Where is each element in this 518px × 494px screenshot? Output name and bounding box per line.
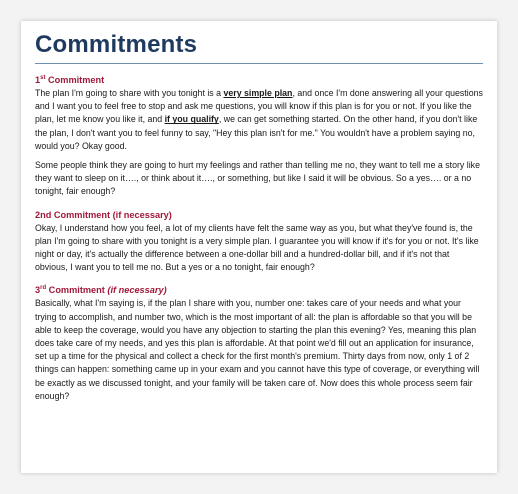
second-commitment-paragraph: Okay, I understand how you feel, a lot of my clients have felt the same way as you, but what they've found is, the plan I'm going to share with you tonight is a very simple plan. I guarantee you will know if it's for you or not. It's like night or day, it's actually the difference between a one-dollar bill and a hundred-dollar bill, and if it's not that obvious, I want you to tell me no. But a yes or a no tonight, fair enough? xyxy=(35,222,479,273)
third-commitment-section xyxy=(35,284,483,403)
page-title: Commitments xyxy=(35,31,198,58)
third-commitment-note: (if necessary) xyxy=(107,285,167,296)
second-commitment-section xyxy=(35,209,483,275)
first-commitment-number: 1 xyxy=(35,75,41,85)
first-commitment-label: Commitment xyxy=(45,75,105,85)
text-run: , and once I'm done answering all your questions and I want you to feel free to stop and ask me questions, you will know if this plan is for you or not. If you like the plan, let me know you like it, and xyxy=(35,88,483,125)
third-commitment-heading xyxy=(35,284,483,297)
first-commitment-paragraph-2: Some people think they are going to hurt my feelings and rather than telling me no, they want to tell me a story like they want to sleep on it…., or think about it…., or something, but like I said it will be obvious. So a yes…. or a no tonight, fair enough? xyxy=(35,160,480,197)
title-divider xyxy=(35,63,483,64)
third-commitment-label: Commitment xyxy=(46,285,108,296)
emphasis-very-simple-plan: very simple plan xyxy=(223,88,293,98)
text-run: The plan I'm going to share with you tonight is a xyxy=(35,88,224,98)
emphasis-if-you-qualify: if you qualify xyxy=(164,114,219,125)
third-commitment-ordinal: rd xyxy=(40,285,47,292)
first-commitment-paragraph-1 xyxy=(35,87,483,153)
third-commitment-number: 3 xyxy=(35,285,41,296)
text-run: , we can get something started. On the other hand, if you don't like the plan, I don't want you to feel funny to say, "Hey this plan isn't for me." You wouldn't have a problem saying no, would you? Okay good. xyxy=(35,114,478,151)
first-commitment-section xyxy=(35,74,483,199)
first-commitment-heading xyxy=(35,74,483,87)
first-commitment-ordinal: st xyxy=(40,74,46,81)
second-commitment-heading: 2nd Commitment (if necessary) xyxy=(35,209,172,220)
document-card xyxy=(21,21,497,473)
third-commitment-paragraph: Basically, what I'm saying is, if the plan I share with you, number one: takes care of your needs and what your trying to accomplish, and number two, which is the most important of all: the plan is affordable so that you will be able to keep the coverage, would you have any objection to starting the plan this evening? Yes, meaning this plan does take care of my needs, and yes this plan is affordable. At that point we'd fill out an application for insurance, set up a time for the physical and collect a check for the first month's premium. Thirty days from now, only 1 of 2 things can happen: something came up in your exam and you cannot have this type of coverage, or everything will be exactly as we discussed tonight, and your family will be taken care of. Now does this whole process seem fair enough? xyxy=(35,298,480,401)
